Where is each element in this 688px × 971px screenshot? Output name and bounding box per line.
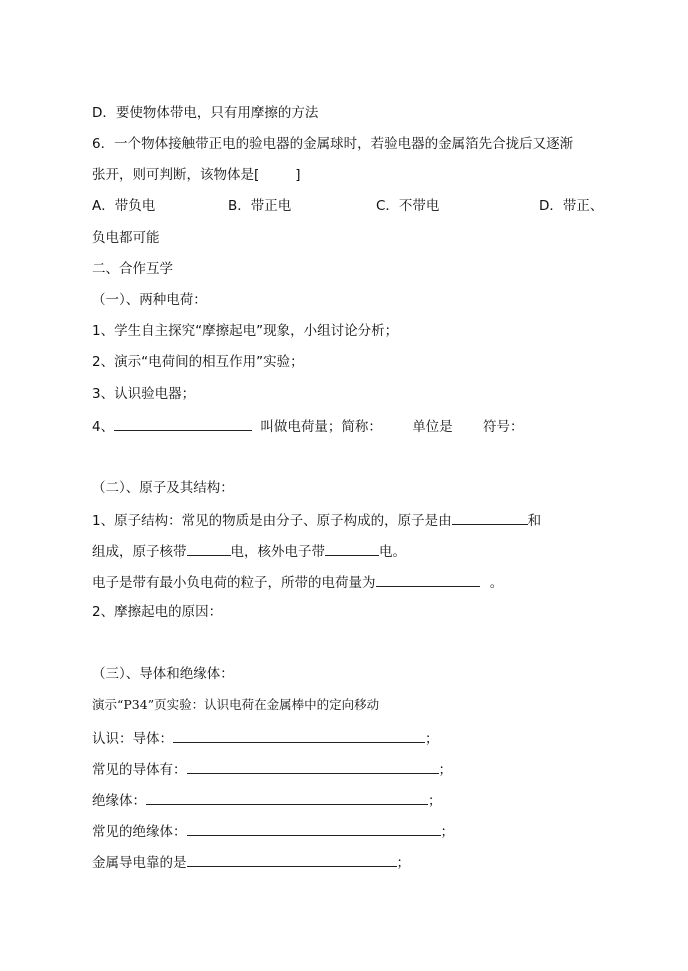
subsection-heading-2: （二）、原子及其结构： — [92, 480, 234, 496]
common-insulator-line — [92, 821, 454, 841]
electron-text: 电子是带有最小负电荷的粒子，所带的电荷量为 — [92, 575, 376, 591]
common-conductor-label: 常见的导体有： — [92, 762, 187, 778]
atom-line-2 — [92, 541, 406, 561]
options-row — [92, 197, 612, 215]
option-c: C．不带电 — [376, 198, 440, 214]
bracket-close: ] — [295, 167, 301, 183]
subsection-heading-3: （三）、导体和绝缘体： — [92, 666, 234, 682]
section-heading: 二、合作互学 — [92, 261, 173, 277]
demo-line: 演示“P34”页实验：认识电荷在金属棒中的定向移动 — [92, 697, 380, 712]
nucleus-blank[interactable] — [452, 510, 528, 525]
option-d: D．带正、 — [539, 198, 604, 214]
conductor-blank[interactable] — [173, 728, 425, 743]
semicolon: ； — [440, 824, 454, 840]
atom-line-1 — [92, 510, 541, 530]
period: 。 — [489, 575, 504, 591]
symbol-label: 符号： — [482, 419, 524, 435]
item-2: 2、演示“电荷间的相互作用”实验； — [92, 354, 304, 370]
charge-blank[interactable] — [114, 416, 252, 431]
item-3: 3、认识验电器； — [92, 386, 196, 402]
nucleus-charge-blank[interactable] — [187, 541, 231, 556]
question-6-text: 张开，则可判断，该物体是[ — [92, 167, 260, 183]
insulator-label: 绝缘体： — [92, 793, 146, 809]
common-conductor-line — [92, 759, 452, 779]
friction-cause: 2、摩擦起电的原因： — [92, 604, 223, 620]
insulator-blank[interactable] — [146, 790, 428, 805]
item-4-number: 4、 — [92, 419, 115, 435]
electron-charge-blank[interactable] — [325, 541, 379, 556]
option-b: B．带正电 — [228, 198, 292, 214]
semicolon: ； — [438, 762, 452, 778]
common-insulator-label: 常见的绝缘体： — [92, 824, 187, 840]
atom-text-2: 组成，原子核带 — [92, 544, 187, 560]
option-d-continued: 负电都可能 — [92, 230, 160, 246]
conductor-line — [92, 728, 439, 748]
unit-label: 单位是 — [412, 419, 453, 435]
atom-text: 1、原子结构：常见的物质是由分子、原子构成的，原子是由 — [92, 513, 452, 529]
semicolon: ； — [425, 731, 439, 747]
electron-quantity-blank[interactable] — [376, 572, 480, 587]
metal-blank[interactable] — [187, 852, 397, 867]
insulator-line — [92, 790, 442, 810]
question-6-line-2 — [92, 166, 301, 184]
question-6-line-1: 6．一个物体接触带正电的验电器的金属球时，若验电器的金属箔先合拢后又逐渐 — [92, 136, 574, 152]
electron-line — [92, 572, 503, 592]
atom-text-4: 电。 — [379, 544, 406, 560]
option-a: A．带负电 — [92, 198, 156, 214]
semicolon: ； — [428, 793, 442, 809]
common-insulator-blank[interactable] — [187, 821, 441, 836]
semicolon: ； — [396, 855, 410, 871]
subsection-heading-1: （一）、两种电荷： — [92, 292, 207, 308]
atom-text-3: 电，核外电子带 — [230, 544, 325, 560]
and-text: 和 — [527, 513, 542, 529]
item-4-text: 叫做电荷量；简称： — [260, 419, 382, 435]
common-conductor-blank[interactable] — [187, 759, 439, 774]
option-d-text: D．要使物体带电，只有用摩擦的方法 — [92, 105, 319, 121]
conductor-label: 认识：导体： — [92, 731, 173, 747]
metal-conduction-line — [92, 852, 410, 872]
item-4 — [92, 416, 523, 436]
item-1: 1、学生自主探究“摩擦起电”现象，小组讨论分析； — [92, 323, 399, 339]
metal-label: 金属导电靠的是 — [92, 855, 187, 871]
